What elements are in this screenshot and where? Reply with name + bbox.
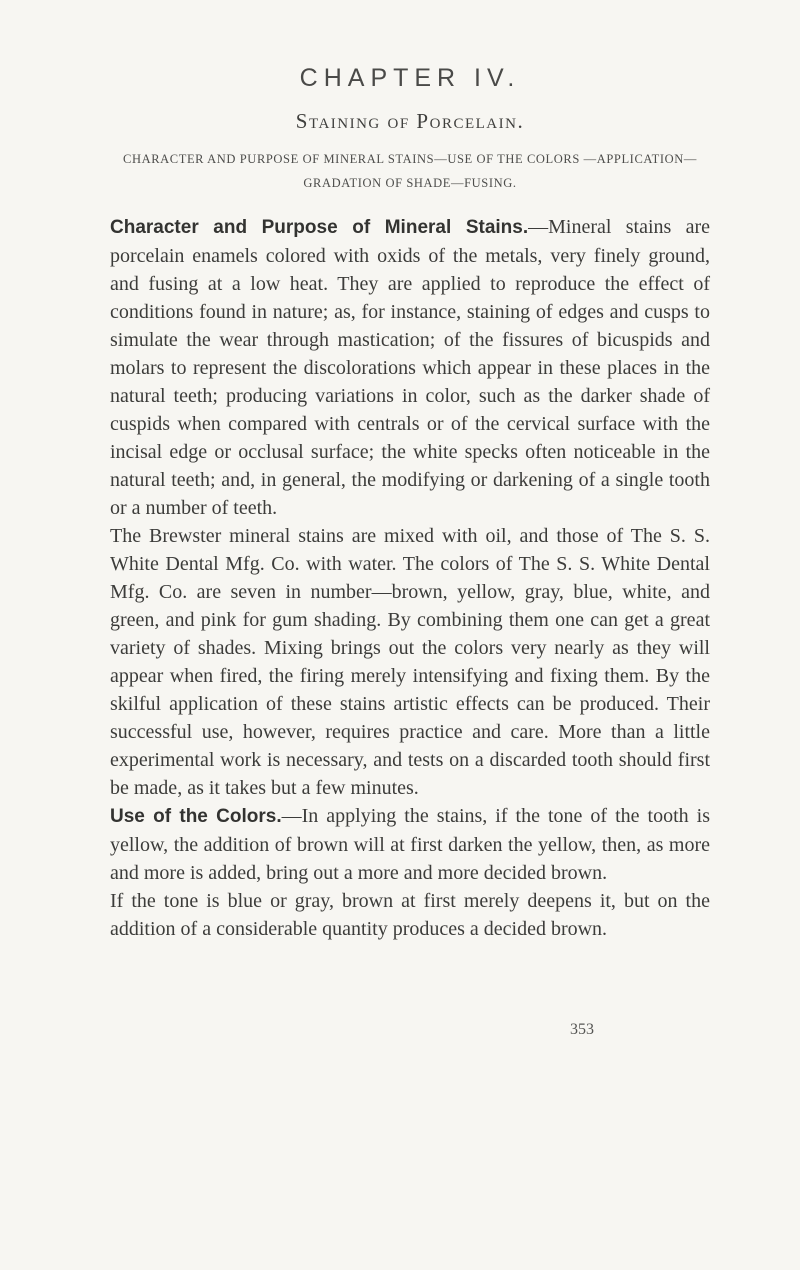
- paragraph-text: The Brewster mineral stains are mixed with oil, and those of The S. S. White Dental Mfg. Co. with water. The colors of The S. S. White Dental Mfg. Co. are seven in number—brown, yellow, gray, blue, white, and green, and pink for gum shading. By combining them one can get a great variety of shades. Mixing brings out the colors very nearly as they will appear when fired, the firing merely intensifying and fixing them. By the skilful application of these stains artistic effects can be produced. Their successful use, however, requires practice and care. More than a little experimental work is necessary, and tests on a discarded tooth should first be made, as it takes but a few minutes.: [110, 525, 710, 799]
- paragraph-blue-gray-tone: [110, 887, 710, 943]
- page-number: 353: [570, 1021, 594, 1038]
- chapter-synopsis: CHARACTER AND PURPOSE OF MINERAL STAINS—USE OF THE COLORS —APPLICATION—GRADATION OF SHADE—FUSING.: [123, 152, 697, 190]
- section-title: Staining of Porcelain.: [295, 109, 525, 133]
- paragraph-brewster-stains: [110, 522, 710, 802]
- book-page: [110, 0, 710, 1270]
- body-text: [110, 213, 710, 943]
- paragraph-use-of-colors: [110, 802, 710, 887]
- paragraph-text: If the tone is blue or gray, brown at first merely deepens it, but on the addition of a considerable quantity produces a decided brown.: [110, 890, 710, 940]
- paragraph-character-and-purpose: [110, 213, 710, 522]
- paragraph-text: —In applying the stains, if the tone of the tooth is yellow, the addition of brown will at first darken the yellow, then, as more and more is added, bring out a more and more decided brown.: [110, 805, 710, 884]
- paragraph-text: —Mineral stains are porcelain enamels colored with oxids of the metals, very finely ground, and fusing at a low heat. They are applied to reproduce the effect of conditions found in nature; as, for instance, staining of edges and cusps to simulate the wear through mastication; of the fissures of bicuspids and molars to represent the discolorations which appear in these places in the natural teeth; producing variations in color, such as the darker shade of cuspids when compared with centrals or of the cervical surface with the incisal edge or occlusal surface; the white specks often noticeable in the natural teeth; and, in general, the modifying or darkening of a single tooth or a number of teeth.: [110, 216, 710, 519]
- chapter-title: CHAPTER IV.: [299, 64, 521, 92]
- run-in-heading-character: Character and Purpose of Mineral Stains.: [110, 217, 529, 238]
- run-in-heading-use-of-colors: Use of the Colors.: [110, 806, 282, 827]
